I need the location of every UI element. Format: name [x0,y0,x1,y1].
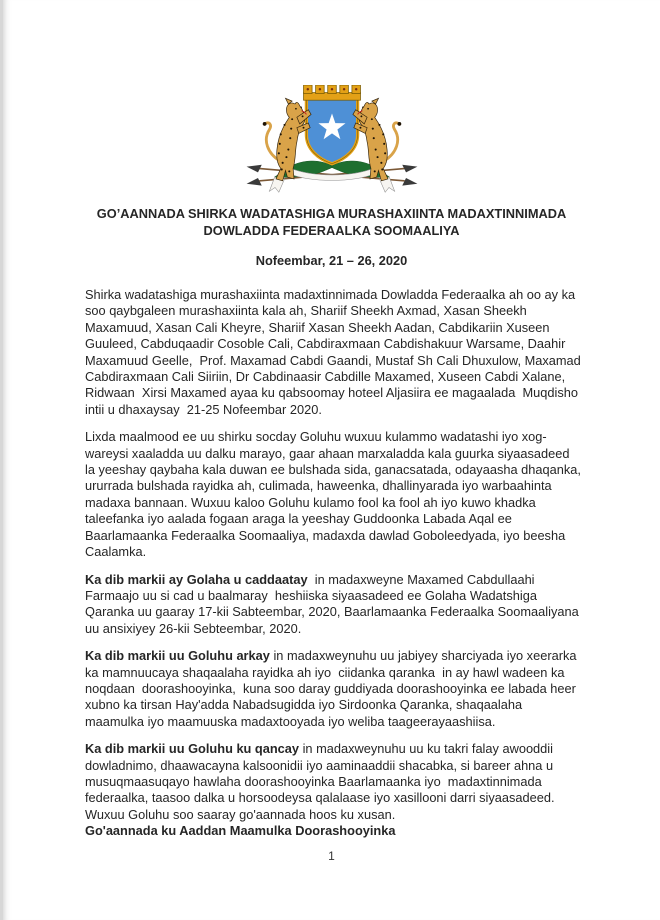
emblem-container [237,85,427,197]
page-number: 1 [328,849,335,863]
paragraph-lead: Ka dib markii ay Golaha u caddaatay [85,571,308,587]
paragraph [85,287,585,418]
document-body [85,287,586,840]
title-line-1: GO’AANNADA SHIRKA WADATASHIGA MURASHAXIINTA MADAXTINNIMADA [96,206,567,221]
document-title [3,205,660,239]
paragraph-text: in madaxweynuhu uu jabiyey sharciyada iyo xeerarka ka mamnuucaya shaqaalaha rayidka ah iyo ciidanka qaranka in ay hawl wadeen ka noqdaan doorashooyinka, kuna soo daray guddiyada doorashooyinka ee labada heer xubno ka tirsan Hay'adda Nabadsugidda iyo Sirdoonka Qaranka, shaqaalaha maamulka iyo maamuuska madaxtooyada iyo weliba taageerayaashiisa. [85,648,581,729]
closing-heading: Go'aannada ku Aaddan Maamulka Doorashooyinka [85,823,396,839]
paragraph [85,571,586,638]
paragraph [85,648,582,730]
paragraph-text: in madaxweyne Maxamed Cabdullaahi Farmaajo uu si cad u baalmaray heshiiska siyaasadeed ee Golaha Wadatshiga Qaranka uu gaaray 17-kii Sabteembar, 2020, Baarlamaanka Federaalka Soomaaliyana uu ansixiyey 26-kii Sebteembar, 2020. [85,571,586,636]
paragraph-lead: Ka dib markii uu Goluhu ku qancay [85,741,300,757]
crown [303,85,360,100]
paragraph-text: Lixda maalmood ee uu shirku socday Goluhu wuxuu kulammo wadatashi iyo xog-wareysi xaaladda uu dalku marayo, gaar ahaan marxaladda kala guurka siyaasadeed la yeeshay qaybaha kala duwan ee bulshada sida, ganacsatada, odayaasha dhaqanka, ururrada bulshada rayidka ah, culimada, haweenka, dhallinyarada iyo warbaahinta madaxa bannaan. Wuxuu kaloo Goluhu kulamo fool ka fool ah iyo kuwo khadka taleefanka iyo aalada fogaan araga la yeeshay Guddoonka Labada Aqal ee Baarlamaanka Federaalka Soomaaliya, madaxda dawlad Goboleedyada, iyo beesha Caalamka. [85,429,585,560]
paragraph-text: Shirka wadatashiga murashaxiinta madaxtinnimada Dowladda Federaalka ah oo ay ka soo qaybgaleen murashaxiinta kala ah, Shariif Sheekh Axmad, Xasan Sheekh Maxamuud, Xasan Cali Kheyre, Shariif Xasan Sheekh Aadan, Cabdikariin Xuseen Guuleed, Cabduqaadir Cosoble Cali, Cabdiraxmaan Cabdishakuur Warsame, Daahir Maxamuud Geelle, Prof. Maxamad Cabdi Gaandi, Mustaf Sh Cali Dhuxulow, Maxamad Cabdiraxmaan Cali Siiriin, Dr Cabdinaasir Cabdille Maxamed, Xuseen Cabdi Xalane, Ridwaan Xirsi Maxamed ayaa ku qabsoomay hoteel Aljasiira ee magaalada Muqdisho intii u dhaxaysay 21-25 Nofeembar 2020. [85,287,585,417]
shield [306,97,357,163]
somalia-coat-of-arms-icon [237,85,427,197]
paragraph-text: in madaxweynuhu uu ku takri falay awooddii dowladnimo, dhaawacayna kalsoonidii iyo aaminaaddii shacabka, si bareer ahna u musuqmaasuqayo hawlaha doorashooyinka Baarlamaanka iyo madaxtinnimada federaalka, taasoo dalka u horsoodeysa qalalaase iyo xasillooni darri siyaasadeed. Wuxuu Goluhu soo saaray go'aannada hoos ku xusan. [85,741,559,822]
date-line: Nofeembar, 21 – 26, 2020 [255,253,408,268]
paragraph [85,741,582,823]
paragraph [85,429,585,560]
paragraph-lead: Ka dib markii uu Goluhu arkay [85,648,270,664]
title-line-2: DOWLADDA FEDERAALKA SOOMAALIYA [203,223,460,238]
